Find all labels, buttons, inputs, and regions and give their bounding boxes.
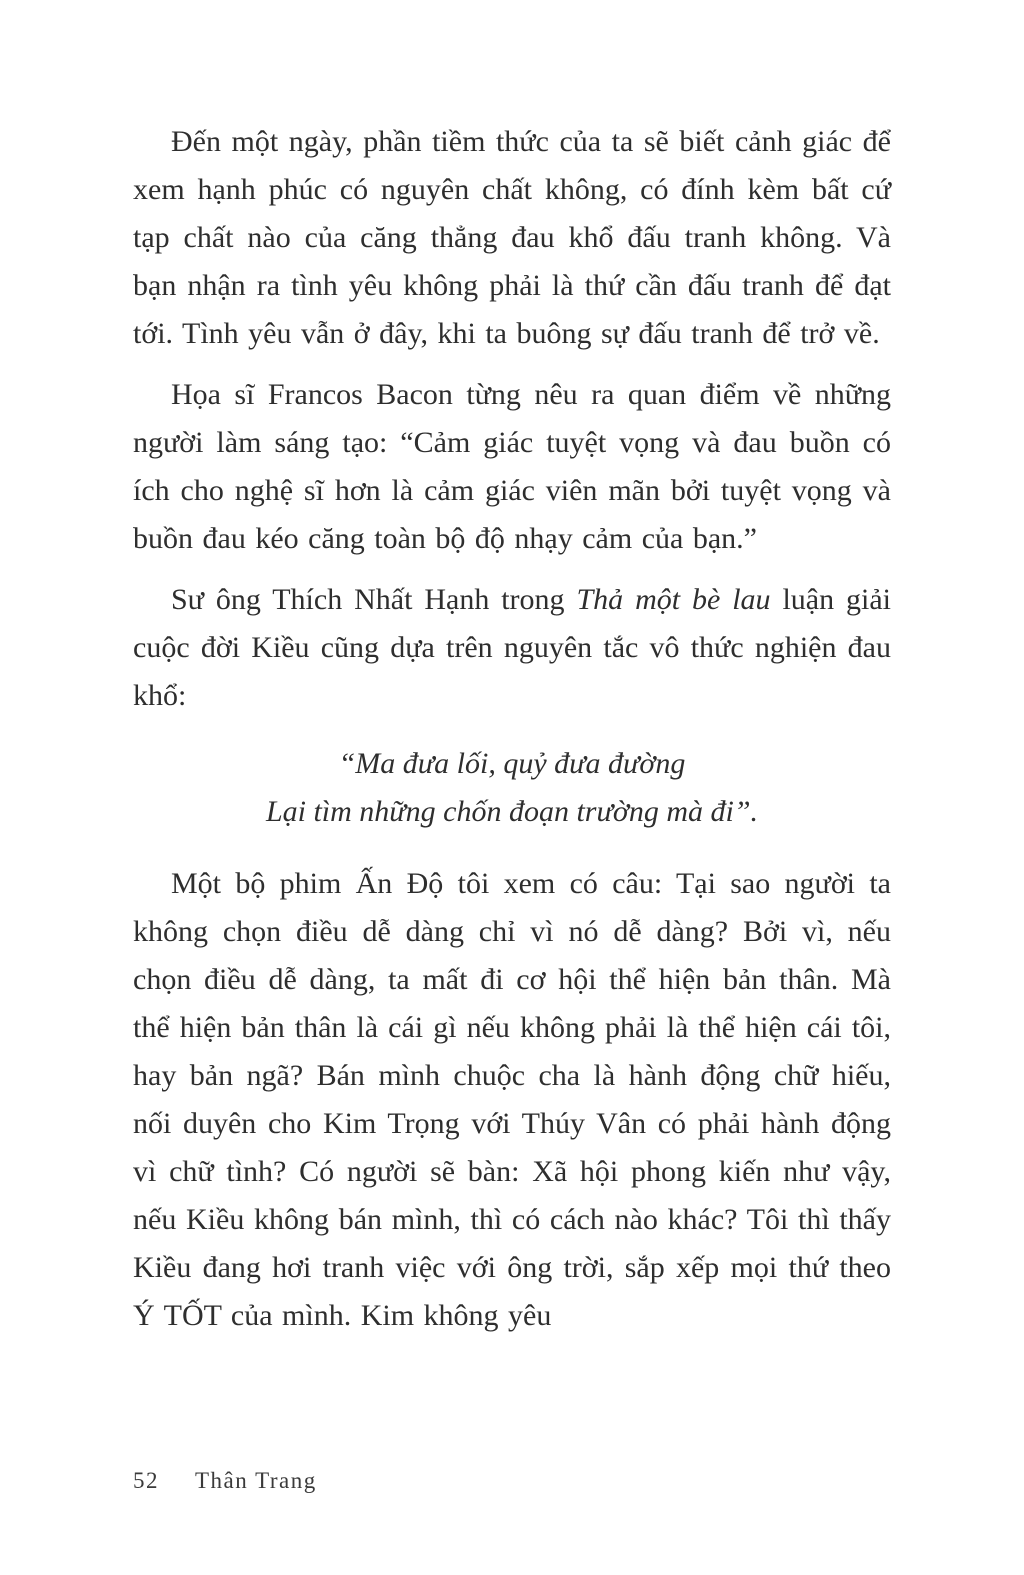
page-body xyxy=(133,118,891,1353)
paragraph-indian-film-kieu: Một bộ phim Ấn Độ tôi xem có câu: Tại sao người ta không chọn điều dễ dàng chỉ vì nó dễ dàng? Bởi vì, nếu chọn điều dễ dàng, ta mất đi cơ hội thể hiện bản thân. Mà thể hiện bản thân là cái gì nếu không phải là thể hiện cái tôi, hay bản ngã? Bán mình chuộc cha là hành động chữ hiếu, nối duyên cho Kim Trọng với Thúy Vân có phải hành động vì chữ tình? Có người sẽ bàn: Xã hội phong kiến như vậy, nếu Kiều không bán mình, thì có cách nào khác? Tôi thì thấy Kiều đang hơi tranh việc với ông trời, sắp xếp mọi thứ theo Ý TỐT của mình. Kim không yêu xyxy=(133,867,891,1332)
verse-line-1: “Ma đưa lối, quỷ đưa đường xyxy=(338,747,686,780)
paragraph-thich-nhat-hanh xyxy=(133,576,891,720)
paragraph-text-before-title: Sư ông Thích Nhất Hạnh trong xyxy=(171,583,577,616)
verse-line-2: Lại tìm những chốn đoạn trường mà đi”. xyxy=(265,795,759,828)
paragraph-francis-bacon-quote: Họa sĩ Francos Bacon từng nêu ra quan điểm về những người làm sáng tạo: “Cảm giác tuyệt vọng và đau buồn có ích cho nghệ sĩ hơn là cảm giác viên mãn bởi tuyệt vọng và buồn đau kéo căng toàn bộ độ nhạy cảm của bạn.” xyxy=(133,378,891,555)
kieu-verse-quote xyxy=(133,740,891,836)
page-footer xyxy=(133,1468,317,1494)
paragraph-subconscious-happiness: Đến một ngày, phần tiềm thức của ta sẽ biết cảnh giác để xem hạnh phúc có nguyên chất không, có đính kèm bất cứ tạp chất nào của căng thẳng đau khổ đấu tranh không. Và bạn nhận ra tình yêu không phải là thứ cần đấu tranh để đạt tới. Tình yêu vẫn ở đây, khi ta buông sự đấu tranh để trở về. xyxy=(133,125,891,350)
page-number: 52 xyxy=(133,1468,159,1493)
running-title: Thân Trang xyxy=(195,1468,317,1493)
book-title-reference: Thả một bè lau xyxy=(576,583,771,616)
paragraph-text-after-title: luận giải cuộc đời Kiều cũng dựa trên nguyên tắc vô thức nghiện đau khổ: xyxy=(133,583,892,712)
